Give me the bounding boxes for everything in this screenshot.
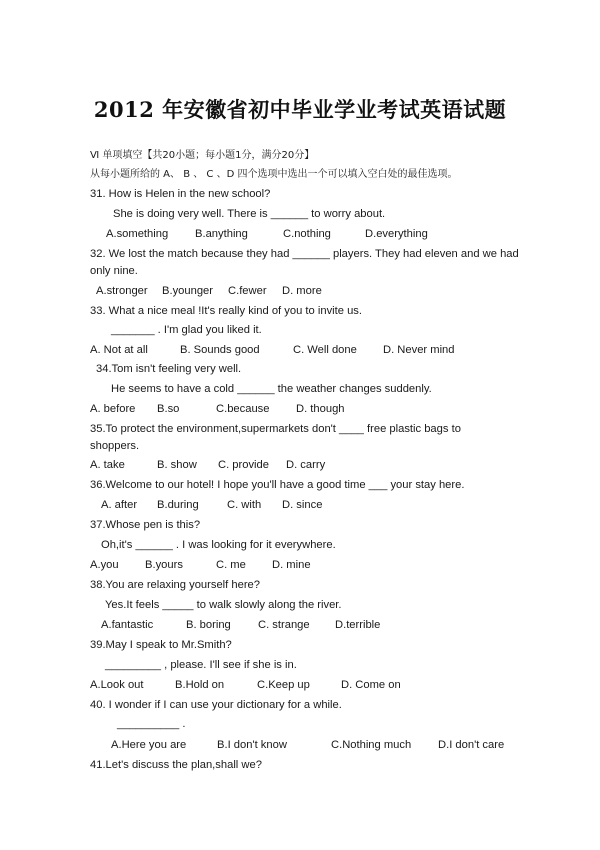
question-34-prompt: 34.Tom isn't feeling very well. — [96, 363, 242, 375]
option-d: D.I don't care — [438, 739, 505, 751]
page-title: 2012 年安徽省初中毕业学业考试英语试题 — [93, 97, 507, 122]
question-39-options — [90, 678, 401, 692]
option-c: C.because — [216, 403, 270, 415]
option-d: D. more — [282, 285, 322, 297]
question-36-options — [101, 498, 322, 512]
question-32-prompt-line2: only nine. — [90, 265, 138, 277]
question-33-options — [90, 343, 455, 357]
question-37-options — [90, 558, 311, 572]
option-d: D. carry — [286, 459, 326, 471]
question-34-response: He seems to have a cold ______ the weather changes suddenly. — [111, 383, 432, 395]
option-b: B.during — [157, 499, 199, 511]
option-a: A.stronger — [96, 285, 148, 297]
question-40-options — [111, 738, 504, 752]
section-instruction: 从每小题所给的 A、 B 、 C 、D 四个选项中选出一个可以填入空白处的最佳选项。 — [90, 169, 458, 180]
option-d: D. Never mind — [383, 344, 455, 356]
option-c: C.fewer — [228, 285, 267, 297]
question-34-options — [90, 402, 345, 416]
option-d: D. mine — [272, 559, 311, 571]
question-37-prompt: 37.Whose pen is this? — [90, 519, 201, 531]
question-37-response: Oh,it's ______ . I was looking for it everywhere. — [101, 539, 336, 551]
option-c: C.Nothing much — [331, 739, 412, 751]
question-31-prompt: 31. How is Helen in the new school? — [90, 188, 271, 200]
option-b: B.so — [157, 403, 180, 415]
section-heading: Ⅵ 单项填空【共20小题；每小题1分，满分20分】 — [90, 150, 315, 161]
question-32-prompt-line1: 32. We lost the match because they had ______ players. They had eleven and we had — [90, 248, 519, 260]
option-d: D. Come on — [341, 679, 401, 691]
question-40-response: __________ . — [117, 718, 186, 730]
option-c: C. with — [227, 499, 262, 511]
option-b: B.Hold on — [175, 679, 225, 691]
option-b: B.younger — [162, 285, 213, 297]
option-a: A. take — [90, 459, 125, 471]
option-d: D.terrible — [335, 619, 381, 631]
question-40-prompt: 40. I wonder if I can use your dictionary for a while. — [90, 699, 342, 711]
question-39-prompt: 39.May I speak to Mr.Smith? — [90, 639, 232, 651]
question-35-prompt-line1: 35.To protect the environment,supermarkets don't ____ free plastic bags to — [90, 423, 461, 435]
option-d: D.everything — [365, 228, 428, 240]
question-41-prompt: 41.Let's discuss the plan,shall we? — [90, 759, 262, 771]
option-c: C. strange — [258, 619, 310, 631]
option-a: A. after — [101, 499, 138, 511]
option-c: C. provide — [218, 459, 269, 471]
option-b: B.anything — [195, 228, 248, 240]
question-32-options — [96, 284, 322, 298]
question-33-response: _______ . I'm glad you liked it. — [111, 324, 262, 336]
question-38-prompt: 38.You are relaxing yourself here? — [90, 579, 260, 591]
option-c: C.Keep up — [257, 679, 310, 691]
question-31-response: She is doing very well. There is ______ to worry about. — [113, 208, 386, 220]
option-b: B. Sounds good — [180, 344, 260, 356]
question-35-prompt-line2: shoppers. — [90, 440, 140, 452]
option-b: B. show — [157, 459, 197, 471]
option-a: A.Here you are — [111, 739, 187, 751]
option-b: B.I don't know — [217, 739, 287, 751]
option-d: D. though — [296, 403, 345, 415]
option-c: C. me — [216, 559, 246, 571]
question-38-options — [101, 618, 380, 632]
question-38-response: Yes.It feels _____ to walk slowly along the river. — [105, 599, 342, 611]
question-31-options — [106, 227, 428, 241]
option-a: A.you — [90, 559, 119, 571]
question-39-response: _________ , please. I'll see if she is in. — [105, 659, 297, 671]
option-c: C.nothing — [283, 228, 331, 240]
option-b: B. boring — [186, 619, 231, 631]
question-35-options — [90, 458, 325, 472]
question-33-prompt: 33. What a nice meal !It's really kind of you to invite us. — [90, 305, 363, 317]
option-a: A. before — [90, 403, 136, 415]
option-d: D. since — [282, 499, 323, 511]
option-b: B.yours — [145, 559, 183, 571]
option-a: A.fantastic — [101, 619, 154, 631]
option-a: A.something — [106, 228, 169, 240]
option-a: A.Look out — [90, 679, 144, 691]
option-c: C. Well done — [293, 344, 357, 356]
option-a: A. Not at all — [90, 344, 148, 356]
question-36-prompt: 36.Welcome to our hotel! I hope you'll have a good time ___ your stay here. — [90, 479, 465, 491]
